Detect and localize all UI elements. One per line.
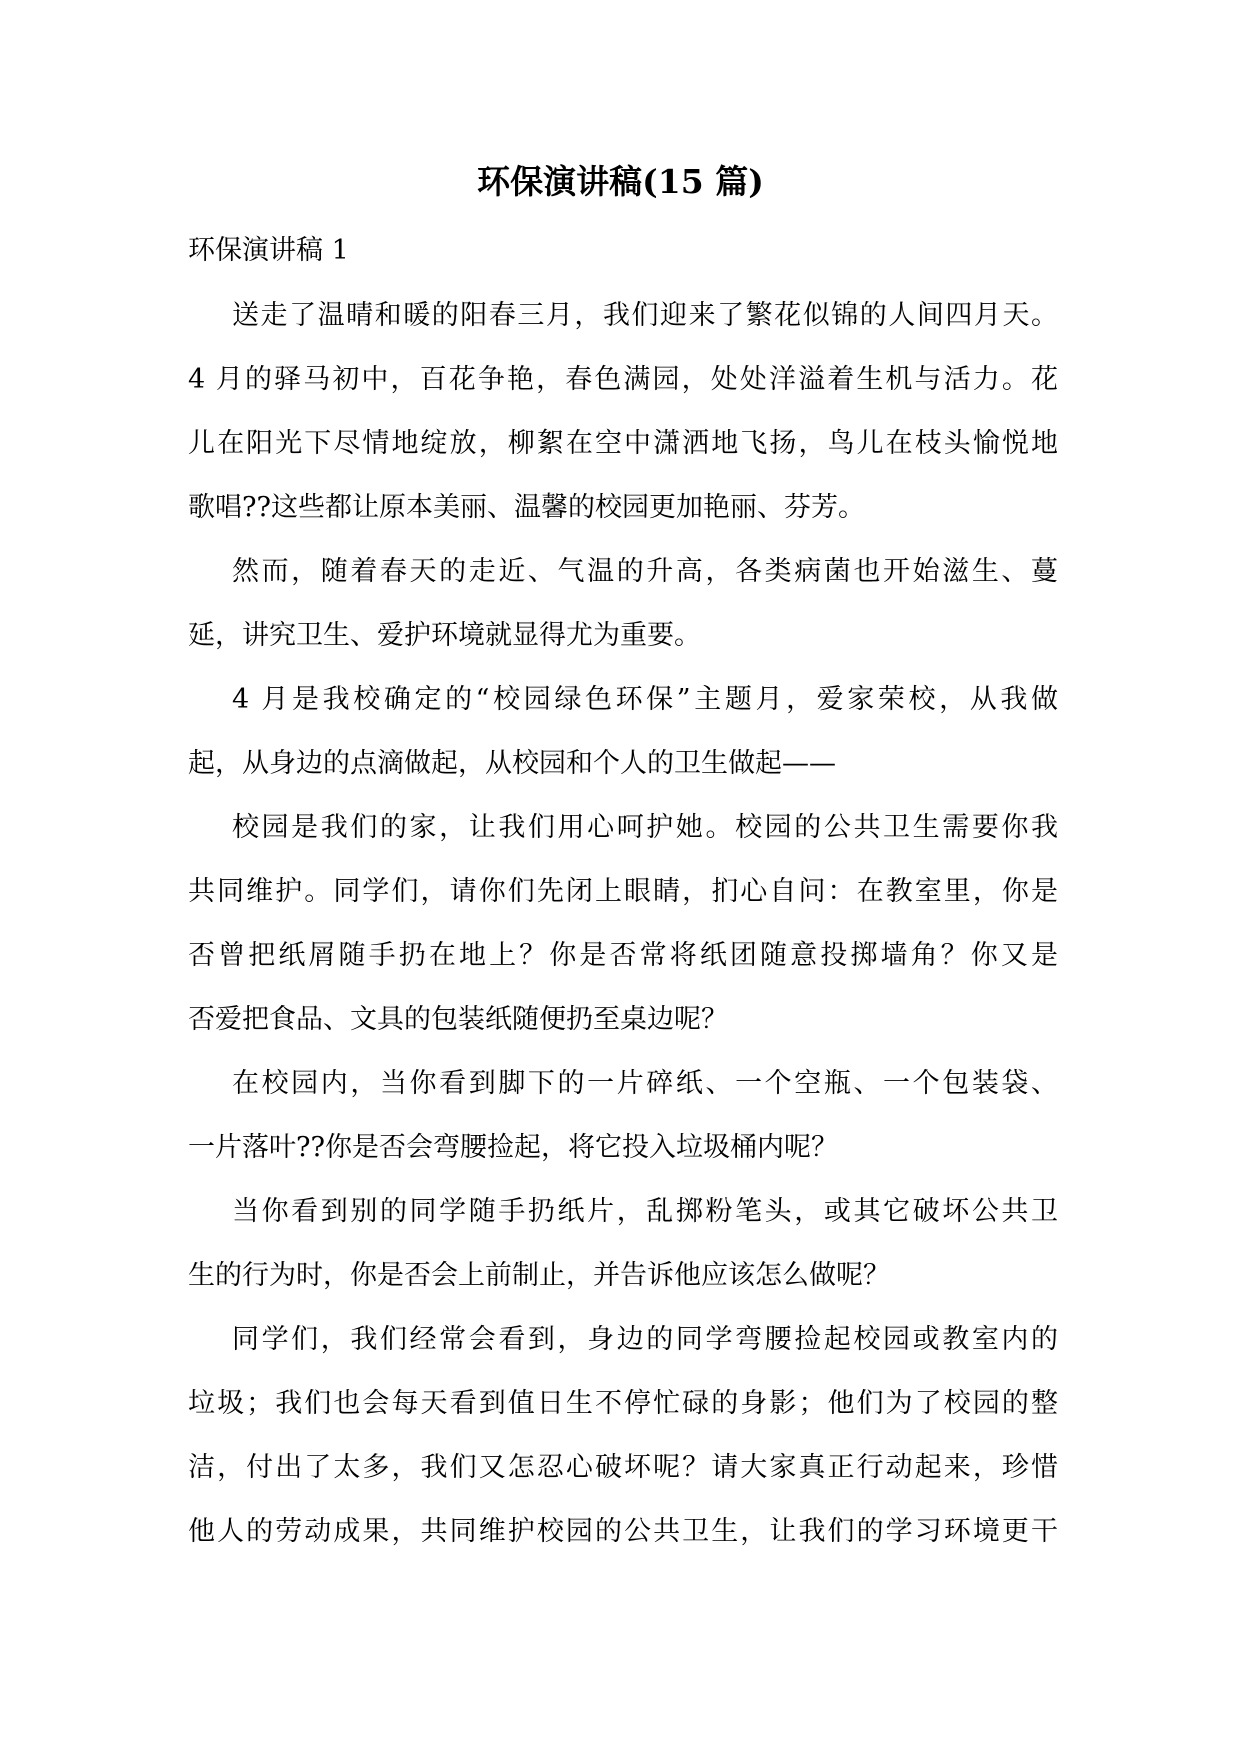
paragraph (188, 1318, 1058, 1574)
text-line: 否曾把纸屑随手扔在地上？你是否常将纸团随意投掷墙角？你又是 (188, 940, 1058, 971)
text-line: 起，从身边的点滴做起，从校园和个人的卫生做起—— (188, 748, 836, 779)
paragraph (188, 1062, 1058, 1190)
text-line: 否爱把食品、文具的包装纸随便扔至桌边呢？ (188, 1004, 728, 1035)
section-heading: 环保演讲稿 1 (188, 235, 349, 266)
text-line: 他人的劳动成果，共同维护校园的公共卫生，让我们的学习环境更干 (188, 1516, 1058, 1547)
paragraph (188, 806, 1058, 1062)
text-line: 生的行为时，你是否会上前制止，并告诉他应该怎么做呢？ (188, 1260, 890, 1291)
text-line: 共同维护。同学们，请你们先闭上眼睛，扪心自问：在教室里，你是 (188, 876, 1058, 907)
paragraph (188, 678, 1058, 806)
text-line: 垃圾；我们也会每天看到值日生不停忙碌的身影；他们为了校园的整 (188, 1388, 1058, 1419)
text-line: 一片落叶??你是否会弯腰捡起，将它投入垃圾桶内呢？ (188, 1132, 838, 1163)
text-line: 同学们，我们经常会看到，身边的同学弯腰捡起校园或教室内的 (232, 1324, 1058, 1355)
paragraph (188, 1190, 1058, 1318)
paragraph (188, 550, 1058, 678)
text-line: 然而，随着春天的走近、气温的升高，各类病菌也开始滋生、蔓 (232, 556, 1058, 587)
document-title: 环保演讲稿(15 篇) (477, 162, 764, 201)
text-line: 延，讲究卫生、爱护环境就显得尤为重要。 (188, 620, 701, 651)
text-line: 歌唱??这些都让原本美丽、温馨的校园更加艳丽、芬芳。 (188, 492, 865, 523)
text-line: 儿在阳光下尽情地绽放，柳絮在空中潇洒地飞扬，鸟儿在枝头愉悦地 (188, 428, 1058, 459)
text-line: 当你看到别的同学随手扔纸片，乱掷粉笔头，或其它破坏公共卫 (232, 1196, 1058, 1227)
text-line: 4 月是我校确定的“校园绿色环保”主题月，爱家荣校，从我做 (232, 684, 1058, 715)
text-line: 洁，付出了太多，我们又怎忍心破坏呢？请大家真正行动起来，珍惜 (188, 1452, 1058, 1483)
document-body (188, 294, 1058, 1574)
text-line: 校园是我们的家，让我们用心呵护她。校园的公共卫生需要你我 (232, 812, 1058, 843)
text-line: 在校园内，当你看到脚下的一片碎纸、一个空瓶、一个包装袋、 (232, 1068, 1058, 1099)
text-line: 4 月的驿马初中，百花争艳，春色满园，处处洋溢着生机与活力。花 (188, 364, 1058, 395)
text-line: 送走了温晴和暖的阳春三月，我们迎来了繁花似锦的人间四月天。 (232, 300, 1058, 331)
paragraph (188, 294, 1058, 550)
